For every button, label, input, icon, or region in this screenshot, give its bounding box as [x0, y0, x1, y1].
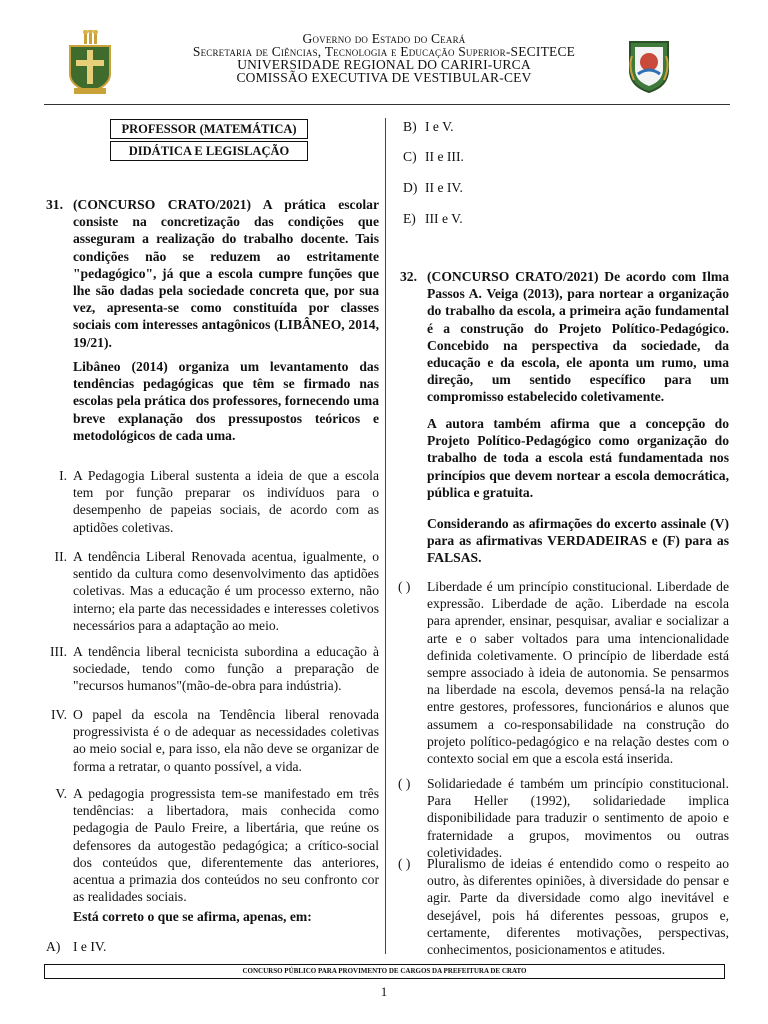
q31-item-text: A pedagogia progressista tem-se manifestado em três tendências: a libertadora, mais conhecida como pedagogia de Paulo Freire, a libertária, que reúne os defensores da autogestão pedagógica; a crítico-social dos conteúdos que, diferentemente das anteriores, acentua a primazia dos conteúdos no seu confronto cor as realidades sociais.: [73, 786, 379, 905]
q31-option-c-mark: C): [403, 149, 417, 164]
footer-banner: CONCURSO PÚBLICO PARA PROVIMENTO DE CARGOS DA PREFEITURA DE CRATO: [44, 964, 725, 979]
q31-option-b-mark: B): [403, 119, 417, 134]
q31-item-text: A Pedagogia Liberal sustenta a ideia de que a escola tem por função preparar os indivíduos para o desempenho de papeias sociais, de acordo com as aptidões coletivas.: [73, 468, 379, 535]
q32-item-answer-blank[interactable]: ( ): [398, 579, 411, 594]
question-31-intro2: Libâneo (2014) organiza um levantamento das tendências pedagógicas que têm se firmado nas escolas pela prática dos professores, fornecendo uma breve explanação dos pressupostos teóricos e metodológicos de cada uma.: [73, 359, 379, 443]
q31-option-c-text: II e III.: [425, 149, 464, 164]
q31-item-mark: II.: [54, 549, 67, 564]
q31-item-mark: I.: [59, 468, 67, 483]
header-secretariat: Secretaria de Ciências, Tecnologia e Educação Superior-SECITECE: [192, 44, 576, 59]
q31-option-a-mark: A): [46, 939, 61, 954]
q31-option-e-mark: E): [403, 211, 416, 226]
q32-item-answer-blank[interactable]: ( ): [398, 856, 411, 871]
q31-option-a-text: I e IV.: [73, 939, 107, 954]
question-31-intro: (CONCURSO CRATO/2021) A prática escolar consiste na concretização das condições que asseguram a realização do trabalho docente. Tais condições não se reduzem ao estritamente "pedagógico", já que a escola cumpre funções que lhe são dadas pela sociedade concreta que, por sua vez, apresenta-se como constituída por classes sociais com interesses antagônicos (LIBÂNEO, 2014, 19/21).: [73, 197, 379, 350]
q32-item-text: Solidariedade é também um princípio constitucional. Para Heller (1992), solidariedade implica disponibilidade para traduzir o sentimento de apoio e fraternidade a grupos, movimentos ou outras coletividades.: [427, 776, 729, 860]
page-header: [0, 32, 768, 84]
header-government: Governo do Estado do Ceará: [302, 31, 466, 46]
subject-box-didatica: DIDÁTICA E LEGISLAÇÃO: [110, 141, 308, 161]
q31-option-b-text: I e V.: [425, 119, 454, 134]
question-32-intro2: A autora também afirma que a concepção do Projeto Político-Pedagógico como organização do trabalho de toda a escola está fundamentada nos princípios que devem nortear a escola democrática, pública e gratuita.: [427, 416, 729, 500]
q31-option-e-text: III e V.: [425, 211, 463, 226]
column-divider: [385, 118, 386, 954]
q31-option-d-text: II e IV.: [425, 180, 463, 195]
question-31-prompt: Está correto o que se afirma, apenas, em:: [73, 909, 312, 924]
q32-item-text: Pluralismo de ideias é entendido como o respeito ao outro, às diferentes opiniões, à diversidade do pensar e agir. Parte da diversidade como algo inevitável e desejável, pois há diferentes pessoas, grupos e, certamente, diferentes motivações, perspectivas, conhecimentos, posicionamentos e atitudes.: [427, 856, 729, 958]
header-divider: [44, 104, 730, 105]
subject-box-professor: PROFESSOR (MATEMÁTICA): [110, 119, 308, 139]
q32-item-answer-blank[interactable]: ( ): [398, 776, 411, 791]
question-32-number: 32.: [400, 269, 417, 284]
q31-item-text: A tendência Liberal Renovada acentua, igualmente, o sentido da cultura como desenvolvimento das aptidões coletivas. Mas a educação é um processo externo, não interno; ela parte das necessidades e interesses coletivos necessários para a adaptação ao meio.: [73, 549, 379, 633]
q31-item-mark: V.: [55, 786, 67, 801]
question-32-intro: (CONCURSO CRATO/2021) De acordo com Ilma Passos A. Veiga (2013), para nortear a organização do trabalho da escola, a primeira ação fundamental é a construção do Projeto Político-Pedagógico. Concebido na perspectiva da sociedade, da educação e da escola, ele aponta um rumo, uma direção, um sentido específico para um compromisso estabelecido coletivamente.: [427, 269, 729, 405]
q31-item-text: A tendência liberal tecnicista subordina a educação à sociedade, tendo como função a preparação de "recursos humanos"(mão-de-obra para indústria).: [73, 644, 379, 694]
question-31-number: 31.: [46, 197, 63, 212]
q31-item-mark: IV.: [51, 707, 67, 722]
q32-item-text: Liberdade é um princípio constitucional. Liberdade de expressão. Liberdade de ação. Liberdade na escola para aprender, ensinar, pesquisar, avaliar e socializar a arte e o saber voltados para uma intencionalidade definida coletivamente. O princípio de liberdade está sempre associado à ideia de autonomia. Se pensarmos na liberdade na escola, devemos pensá-la na relação entre gestores, professores, funcionários e alunos que assumem a co-responsabilidade na construção do projeto político-pedagógico e na relação destes com o contexto social em que a escola está inserida.: [427, 579, 729, 767]
question-32-intro3: Considerando as afirmações do excerto assinale (V) para as afirmativas VERDADEIRAS e (F) para as FALSAS.: [427, 516, 729, 566]
q31-item-mark: III.: [50, 644, 67, 659]
q31-option-d-mark: D): [403, 180, 418, 195]
page-number: 1: [380, 984, 388, 999]
q31-item-text: O papel da escola na Tendência liberal renovada progressivista é o de adequar as necessidades coletivas ao meio social e, para isso, ela não deve se organizar de forma a retratar, o quanto possível, a vida.: [73, 707, 379, 774]
header-commission: COMISSÃO EXECUTIVA DE VESTIBULAR-CEV: [236, 70, 532, 85]
header-university: UNIVERSIDADE REGIONAL DO CARIRI-URCA: [237, 57, 531, 72]
